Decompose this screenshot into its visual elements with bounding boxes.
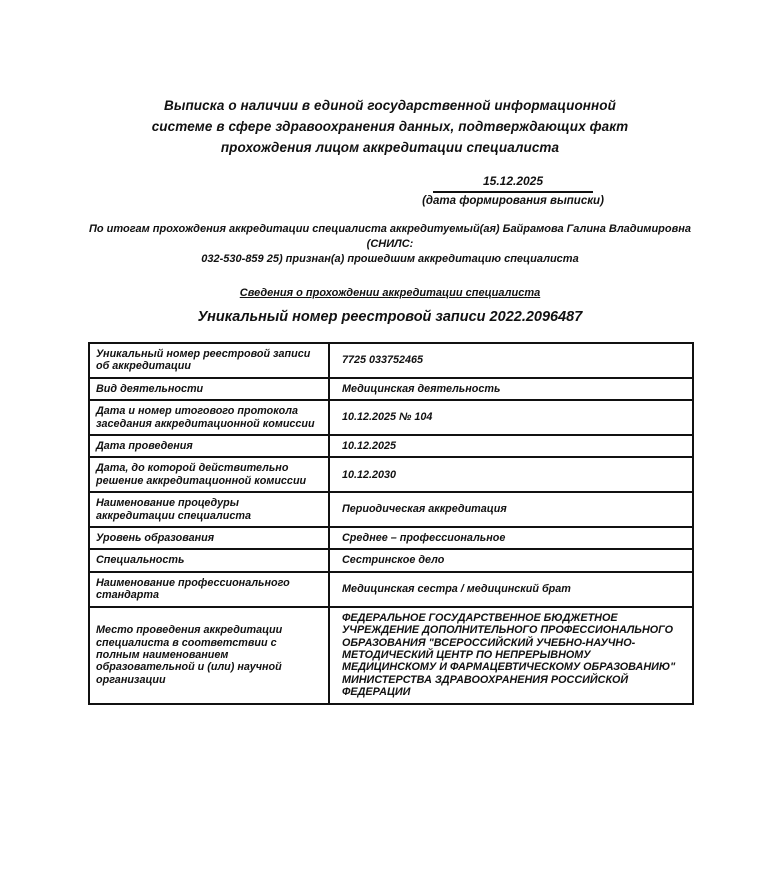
document-title — [88, 95, 692, 158]
row-value: 7725 033752465 — [329, 343, 693, 378]
table-row — [89, 607, 693, 704]
row-value: 10.12.2025 — [329, 435, 693, 457]
row-label: Наименование профессионального стандарта — [89, 572, 329, 607]
table-row — [89, 572, 693, 607]
row-label: Наименование процедуры аккредитации специалиста — [89, 492, 329, 527]
row-value: Сестринское дело — [329, 549, 693, 571]
table-row — [89, 435, 693, 457]
document-title-line: системе в сфере здравоохранения данных, подтверждающих факт — [151, 119, 629, 134]
table-row — [89, 343, 693, 378]
row-label: Специальность — [89, 549, 329, 571]
document-title-line: Выписка о наличии в единой государственной информационной — [163, 98, 616, 113]
table-row — [89, 492, 693, 527]
row-value: Медицинская деятельность — [329, 378, 693, 400]
table-row — [89, 457, 693, 492]
extract-date-caption: (дата формирования выписки) — [422, 195, 604, 207]
row-value: Среднее – профессиональное — [329, 527, 693, 549]
row-value: Медицинская сестра / медицинский брат — [329, 572, 693, 607]
row-label: Уникальный номер реестровой записи об аккредитации — [89, 343, 329, 378]
row-label: Вид деятельности — [89, 378, 329, 400]
section-heading: Сведения о прохождении аккредитации специалиста — [239, 287, 541, 299]
registry-number-line: Уникальный номер реестровой записи 2022.2096487 — [197, 309, 583, 325]
accreditation-summary-line: По итогам прохождения аккредитации специалиста аккредитуемый(ая) Байрамова Галина Владимировна (СНИЛС: — [88, 223, 692, 250]
row-label: Место проведения аккредитации специалиста в соответствии с полным наименованием образовательной и (или) научной организации — [89, 607, 329, 704]
accreditation-details-table — [88, 342, 694, 705]
row-label: Дата и номер итогового протокола заседания аккредитационной комиссии — [89, 400, 329, 435]
row-value: 10.12.2030 — [329, 457, 693, 492]
row-value: ФЕДЕРАЛЬНОЕ ГОСУДАРСТВЕННОЕ БЮДЖЕТНОЕ УЧРЕЖДЕНИЕ ДОПОЛНИТЕЛЬНОГО ПРОФЕССИОНАЛЬНОГО ОБРАЗОВАНИЯ "ВСЕРОССИЙСКИЙ УЧЕБНО-НАУЧНО-МЕТОДИЧЕСКИЙ ЦЕНТР ПО НЕПРЕРЫВНОМУ МЕДИЦИНСКОМУ И ФАРМАЦЕВТИЧЕСКОМУ ОБРАЗОВАНИЮ" МИНИСТЕРСТВА ЗДРАВООХРАНЕНИЯ РОССИЙСКОЙ ФЕДЕРАЦИИ — [329, 607, 693, 704]
table-row — [89, 549, 693, 571]
table-row — [89, 527, 693, 549]
row-label: Дата проведения — [89, 435, 329, 457]
accreditation-summary-line: 032-530-859 25) признан(а) прошедшим аккредитацию специалиста — [201, 253, 579, 265]
table-row — [89, 378, 693, 400]
accreditation-summary — [88, 222, 692, 267]
table-row — [89, 400, 693, 435]
extract-date: 15.12.2025 — [433, 174, 593, 193]
extract-date-block — [422, 174, 604, 208]
document-title-line: прохождения лицом аккредитации специалиста — [220, 140, 560, 155]
row-value: Периодическая аккредитация — [329, 492, 693, 527]
row-value: 10.12.2025 № 104 — [329, 400, 693, 435]
row-label: Дата, до которой действительно решение аккредитационной комиссии — [89, 457, 329, 492]
row-label: Уровень образования — [89, 527, 329, 549]
